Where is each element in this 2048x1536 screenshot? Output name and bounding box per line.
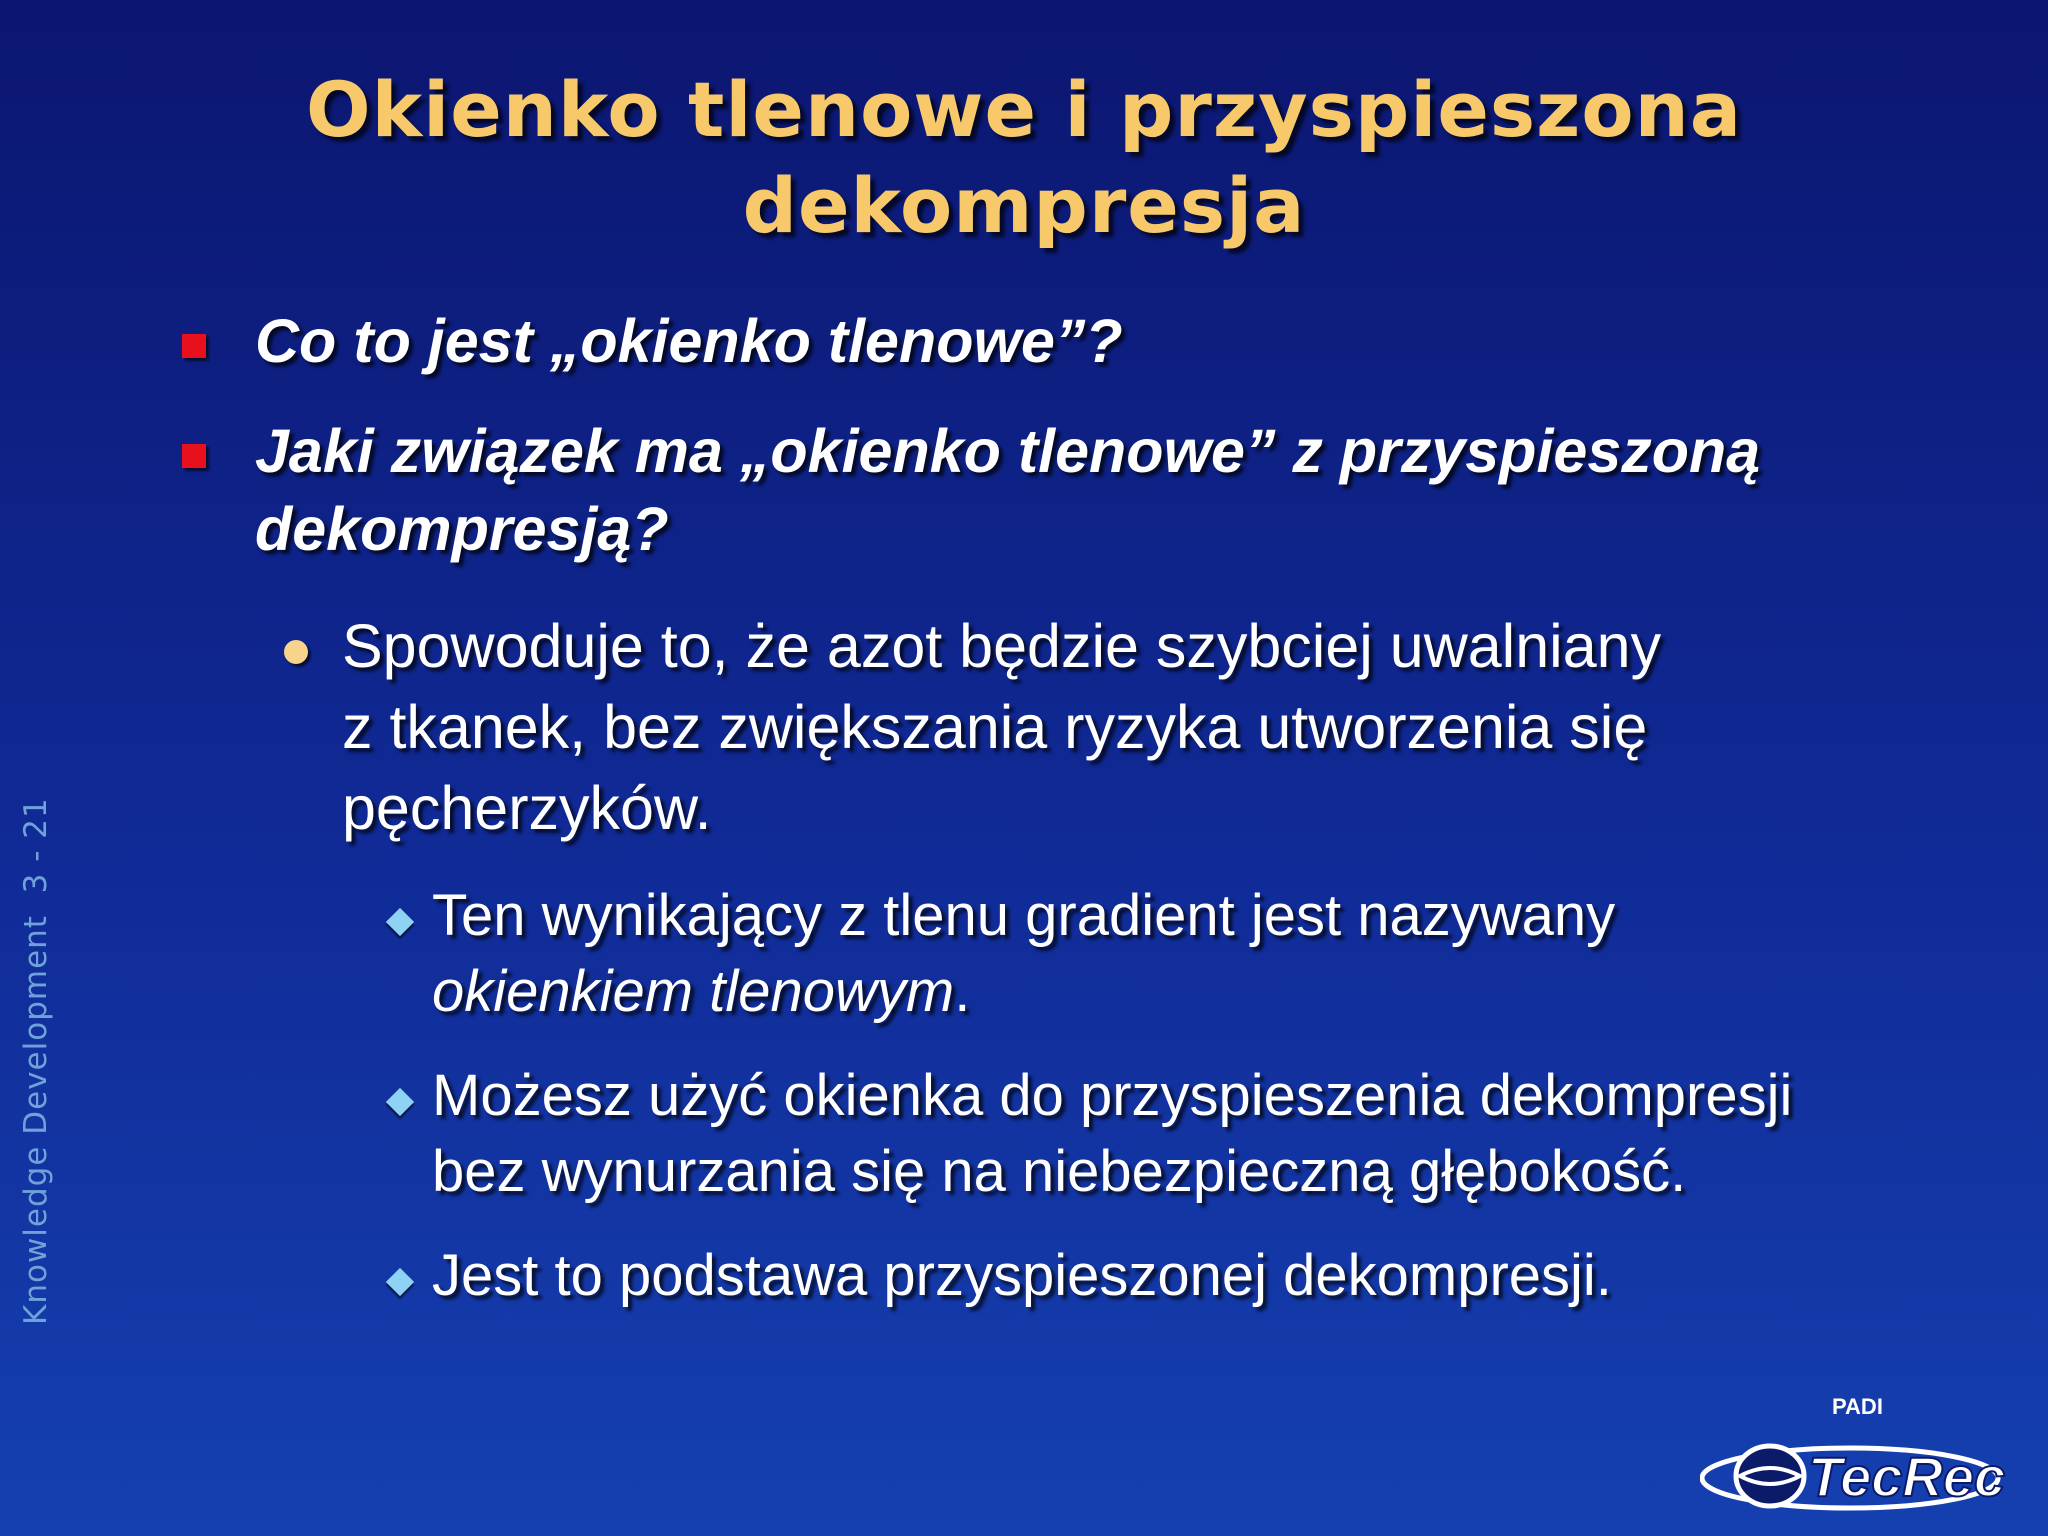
subpoint-1-line-2	[432, 954, 1952, 1030]
title-line-2: dekompresja	[742, 161, 1306, 250]
subpoint-1-term: okienkiem tlenowym	[432, 959, 955, 1024]
question-2-line-1: Jaki związek ma „okienko tlenowe” z przyspieszoną	[255, 417, 1761, 485]
side-label-text: Knowledge Development 3 - 21	[18, 797, 54, 1325]
subpoint-2-line-2: bez wynurzania się na niebezpieczną głębokość.	[432, 1139, 1687, 1204]
subpoint-1-line-1: Ten wynikający z tlenu gradient jest nazywany	[432, 883, 1616, 948]
answer-line-1: Spowoduje to, że azot będzie szybciej uwalniany	[342, 612, 1662, 680]
subpoint-2-line-1: Możesz użyć okienka do przyspieszenia dekompresji	[432, 1063, 1793, 1128]
slide-title	[0, 62, 2048, 254]
logo-main-text: TecRec	[1808, 1445, 2006, 1508]
answer-paragraph	[342, 606, 1942, 849]
title-line-1: Okienko tlenowe i przyspieszona	[306, 65, 1742, 154]
question-1	[255, 302, 1975, 380]
subpoint-3	[432, 1238, 1952, 1314]
diamond-bullet-icon	[386, 908, 414, 936]
subpoint-1	[432, 878, 1952, 1030]
logo-top-text: PADI	[1832, 1394, 1883, 1419]
square-bullet-icon	[182, 334, 206, 358]
answer-line-2: z tkanek, bez zwiększania ryzyka utworzenia się	[342, 693, 1648, 761]
diamond-bullet-icon	[386, 1268, 414, 1296]
padi-tecrec-logo	[1700, 1390, 2030, 1520]
answer-line-3: pęcherzyków.	[342, 774, 712, 842]
round-bullet-icon	[284, 640, 308, 664]
logo-globe-icon	[1736, 1446, 1804, 1506]
subpoint-1-tail: .	[954, 959, 971, 1024]
subpoint-3-line-1: Jest to podstawa przyspieszonej dekompresji.	[432, 1243, 1612, 1308]
diamond-bullet-icon	[386, 1088, 414, 1116]
question-2	[255, 412, 1975, 568]
question-2-line-2: dekompresją?	[255, 495, 669, 563]
square-bullet-icon	[182, 444, 206, 468]
question-1-text: Co to jest „okienko tlenowe”?	[255, 307, 1123, 375]
subpoint-2	[432, 1058, 1952, 1210]
